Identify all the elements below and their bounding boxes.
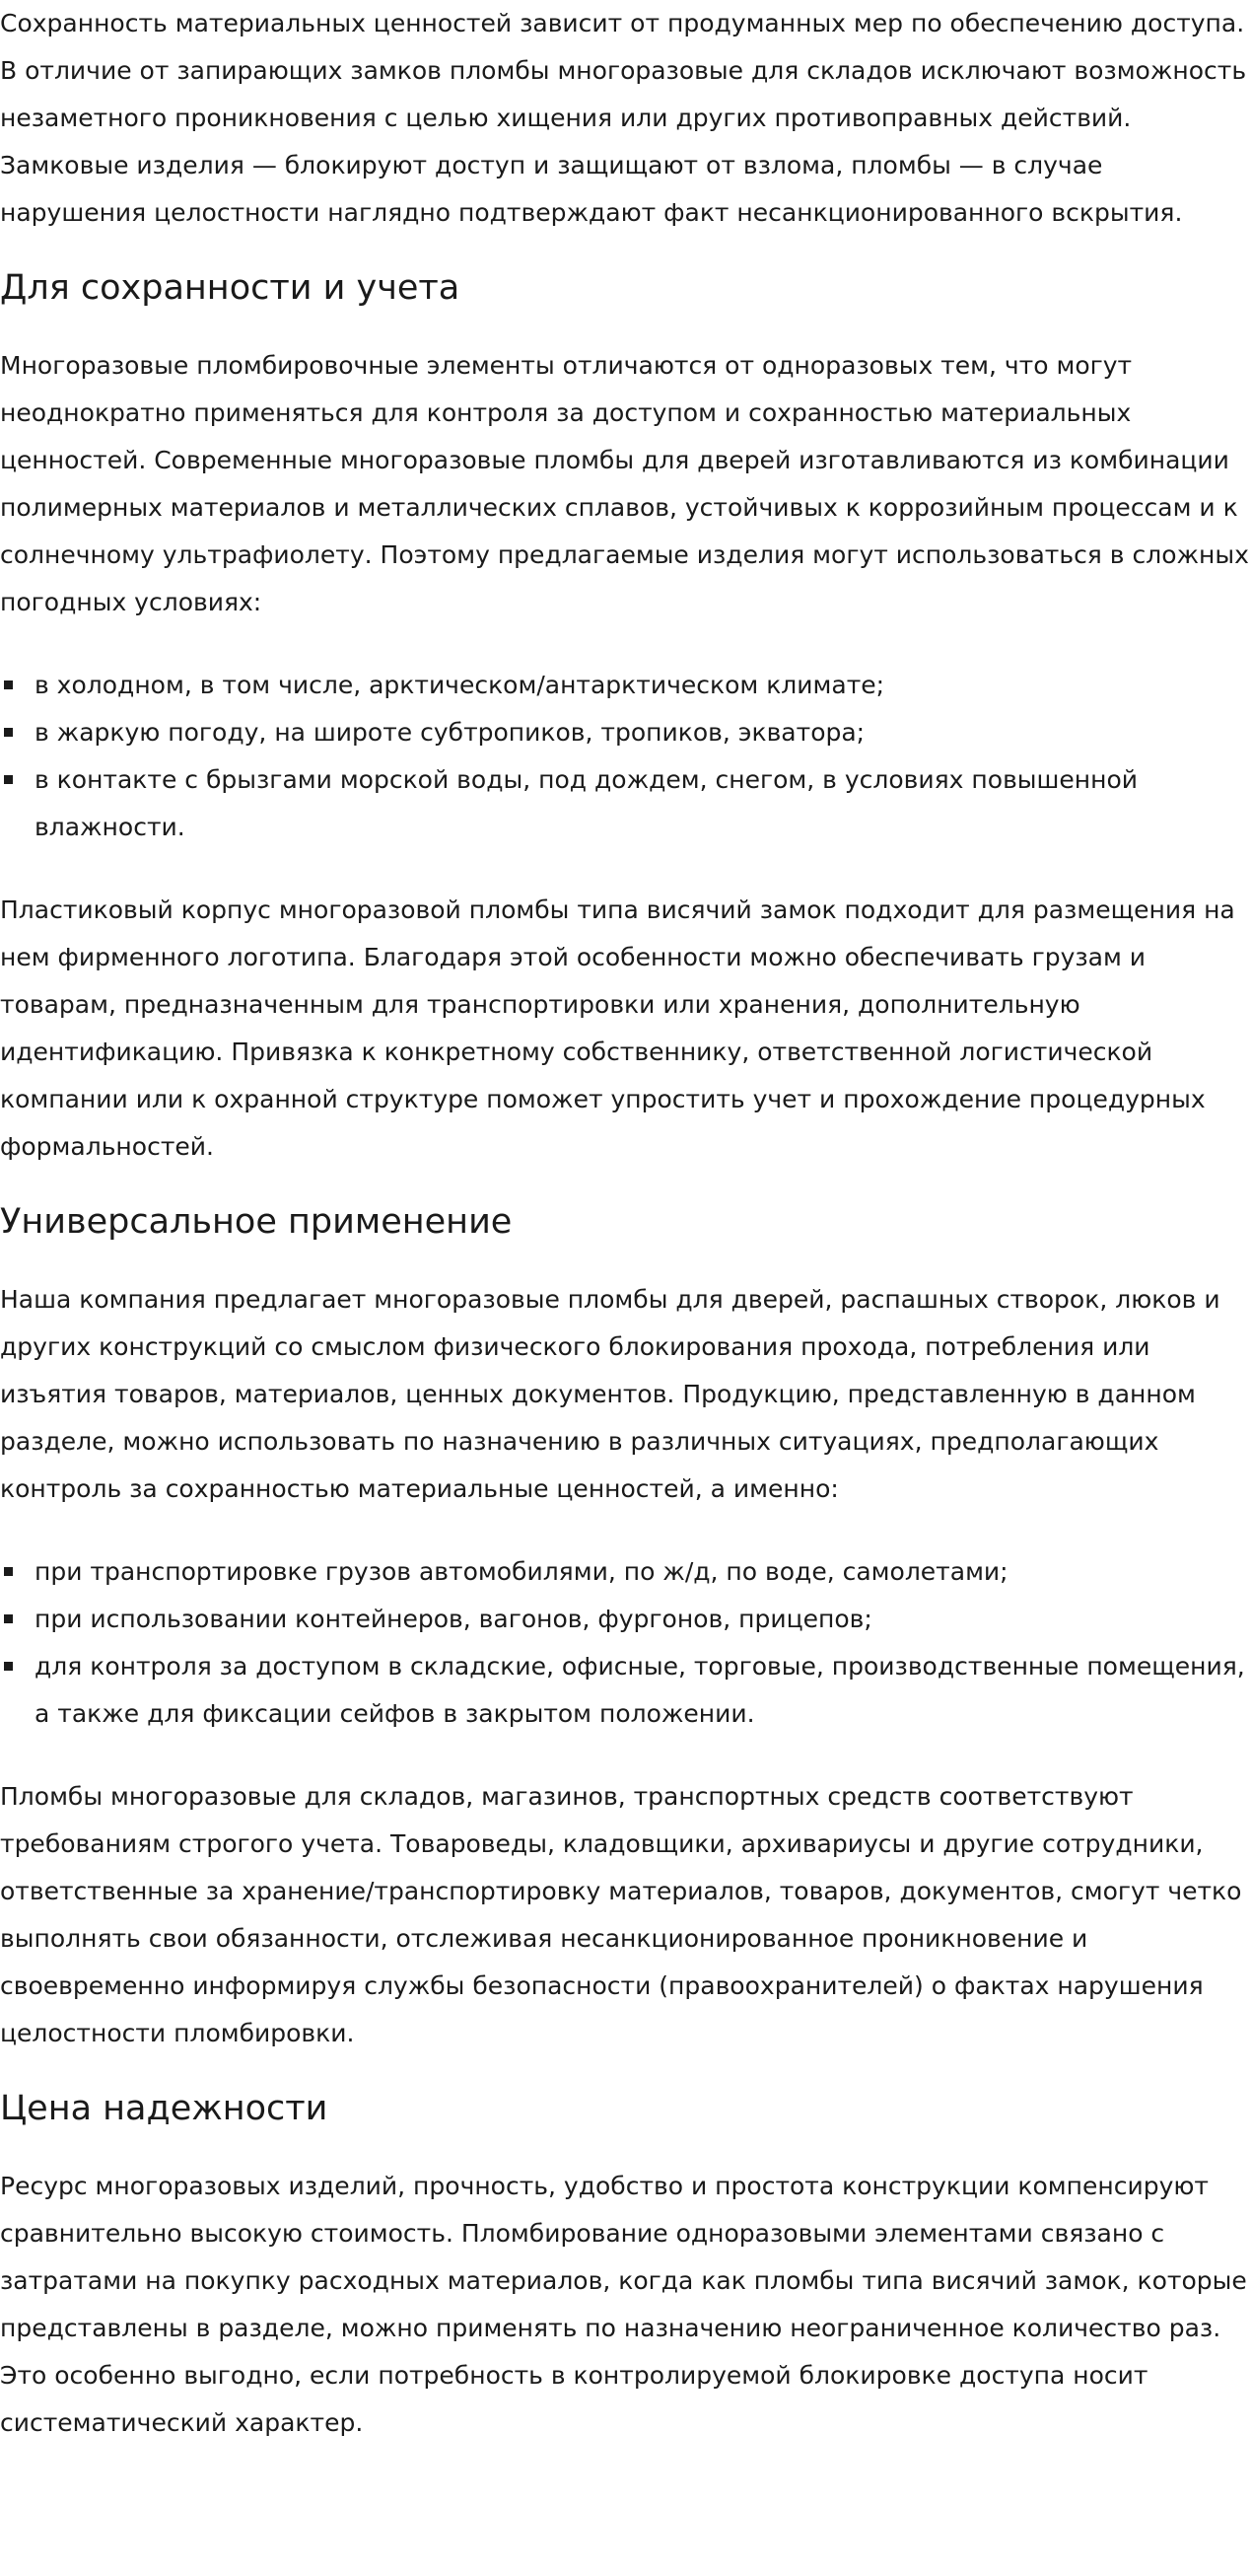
section-heading-reliability-price: Цена надежности <box>0 2089 328 2128</box>
section-1-paragraph-2: Пластиковый корпус многоразовой пломбы типа висячий замок подходит для размещения на нем фирменного логотипа. Благодаря этой особенности можно обеспечивать грузам и товарам, предназначенным для транспортировки или хранения, дополнительную идентификацию. Привязка к конкретному собственнику, ответственной логистической компании или к охранной структуре поможет упростить учет и прохождение процедурных формальностей. <box>0 895 1235 1161</box>
section-2-paragraph-2: Пломбы многоразовые для складов, магазинов, транспортных средств соответствуют требованиям строгого учета. Товароведы, кладовщики, архивариусы и другие сотрудники, ответственные за хранение/транспортировку материалов, товаров, документов, смогут четко выполнять свои обязанности, отслеживая несанкционированное проникновение и своевременно информируя службы безопасности (правоохранителей) о фактах нарушения целостности пломбировки. <box>0 1782 1242 2047</box>
list-item <box>0 662 1252 709</box>
list-item-text: для контроля за доступом в складские, офисные, торговые, производственные помещения, а также для фиксации сейфов в закрытом положении. <box>35 1652 1245 1728</box>
list-item-text: при транспортировке грузов автомобилями, по ж/д, по воде, самолетами; <box>35 1557 1009 1586</box>
weather-conditions-list <box>0 662 1252 851</box>
square-bullet-icon <box>4 1567 13 1576</box>
square-bullet-icon <box>4 728 13 737</box>
list-item-text: в холодном, в том числе, арктическом/антарктическом климате; <box>35 671 885 699</box>
usage-situations-list <box>0 1548 1252 1738</box>
square-bullet-icon <box>4 1662 13 1671</box>
section-1-paragraph-1: Многоразовые пломбировочные элементы отличаются от одноразовых тем, что могут неоднократно применяться для контроля за доступом и сохранностью материальных ценностей. Современные многоразовые пломбы для дверей изготавливаются из комбинации полимерных материалов и металлических сплавов, устойчивых к коррозийным процессам и к солнечному ультрафиолету. Поэтому предлагаемые изделия могут использоваться в сложных погодных условиях: <box>0 351 1249 616</box>
section-2-paragraph-1: Наша компания предлагает многоразовые пломбы для дверей, распашных створок, люков и других конструкций со смыслом физического блокирования прохода, потребления или изъятия товаров, материалов, ценных документов. Продукцию, представленную в данном разделе, можно использовать по назначению в различных ситуациях, предполагающих контроль за сохранностью материальные ценностей, а именно: <box>0 1285 1220 1503</box>
list-item <box>0 1643 1252 1738</box>
section-heading-universal-use: Универсальное применение <box>0 1202 513 1242</box>
intro-paragraph: Сохранность материальных ценностей зависит от продуманных мер по обеспечению доступа. В отличие от запирающих замков пломбы многоразовые для складов исключают возможность незаметного проникновения с целью хищения или других противоправных действий. Замковые изделия — блокируют доступ и защищают от взлома, пломбы — в случае нарушения целостности наглядно подтверждают факт несанкционированного вскрытия. <box>0 9 1247 227</box>
square-bullet-icon <box>4 775 13 784</box>
list-item <box>0 1596 1252 1643</box>
list-item <box>0 1548 1252 1596</box>
section-3-paragraph-1: Ресурс многоразовых изделий, прочность, удобство и простота конструкции компенсируют сравнительно высокую стоимость. Пломбирование одноразовыми элементами связано с затратами на покупку расходных материалов, когда как пломбы типа висячий замок, которые представлены в разделе, можно применять по назначению неограниченное количество раз. Это особенно выгодно, если потребность в контролируемой блокировке доступа носит систематический характер. <box>0 2172 1247 2437</box>
list-item-text: в жаркую погоду, на широте субтропиков, тропиков, экватора; <box>35 718 866 747</box>
section-heading-storage: Для сохранности и учета <box>0 268 460 308</box>
list-item <box>0 709 1252 756</box>
square-bullet-icon <box>4 1614 13 1623</box>
list-item <box>0 756 1252 851</box>
list-item-text: при использовании контейнеров, вагонов, фургонов, прицепов; <box>35 1605 872 1633</box>
square-bullet-icon <box>4 680 13 689</box>
list-item-text: в контакте с брызгами морской воды, под дождем, снегом, в условиях повышенной влажности. <box>35 765 1139 841</box>
